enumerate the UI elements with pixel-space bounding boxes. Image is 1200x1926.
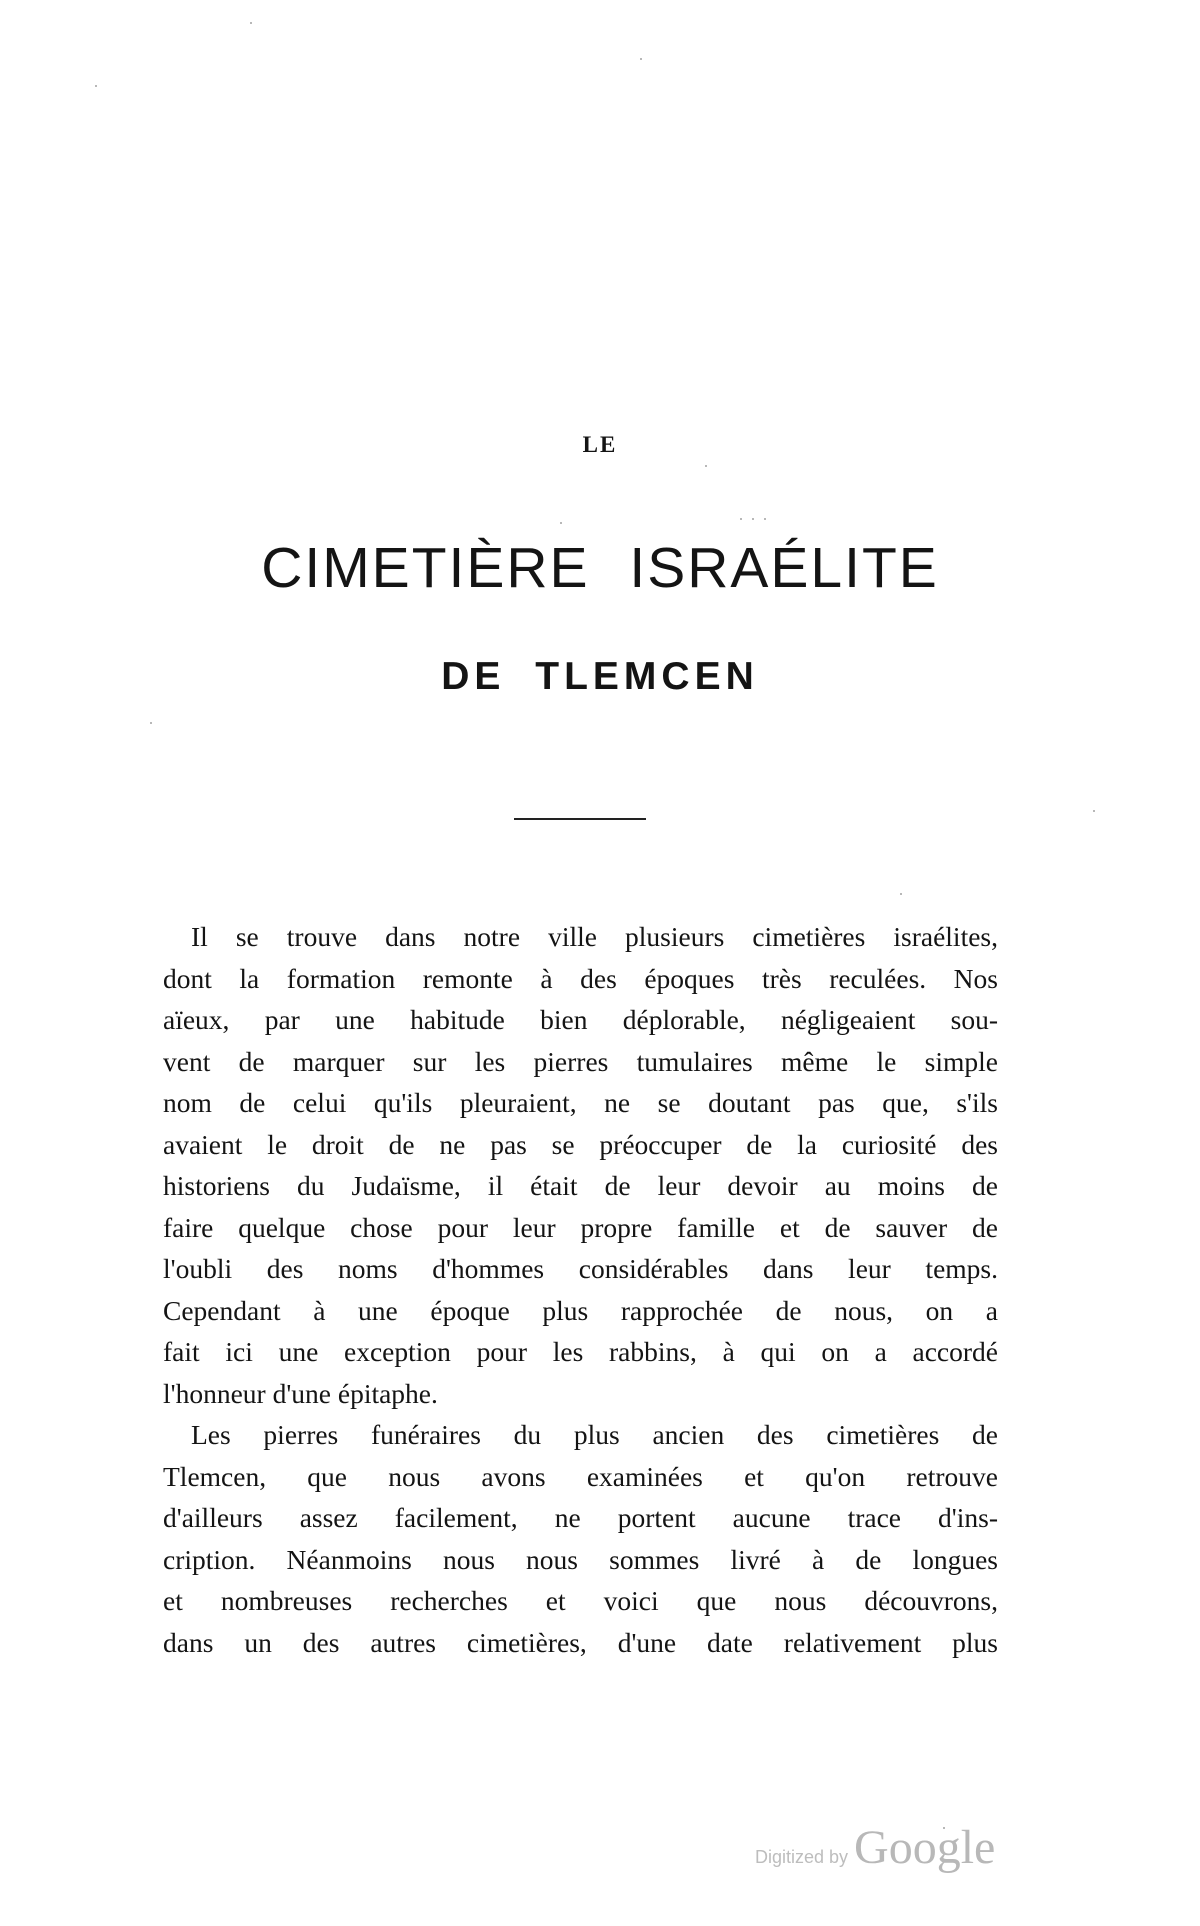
scan-speck [752,518,754,520]
text-line: dans un des autres cimetières, d'une date relativement plus [163,1626,998,1658]
text-line: et nombreuses recherches et voici que nous découvrons, [163,1585,998,1616]
section-divider [514,818,646,820]
text-line: fait ici une exception pour les rabbins, à qui on a accordé [163,1336,998,1367]
text-line: cription. Néanmoins nous nous sommes livré à de longues [163,1543,998,1575]
text-line: Cependant à une époque plus rapprochée de nous, on a [163,1294,998,1326]
text-line: avaient le droit de ne pas se préoccuper de la curiosité des [163,1128,998,1160]
scan-speck [250,22,252,24]
page-subtitle: DE TLEMCEN [441,655,759,698]
scan-speck [705,465,707,467]
text-line: vent de marquer sur les pierres tumulaires même le simple [163,1045,998,1077]
text-line: dont la formation remonte à des époques très reculées. Nos [163,962,998,994]
text-line: Les pierres funéraires du plus ancien des cimetières de [191,1419,998,1450]
text-line: historiens du Judaïsme, il était de leur devoir au moins de [163,1170,998,1201]
text-line: l'honneur d'une épitaphe. [163,1377,438,1409]
digitized-watermark [755,1820,1005,1880]
google-logo: Google [854,1821,996,1874]
scan-speck [900,893,902,895]
body-text [163,916,998,1663]
scan-speck [764,518,766,520]
text-line: d'ailleurs assez facilement, ne portent aucune trace d'ins- [163,1502,998,1533]
text-line: aïeux, par une habitude bien déplorable, négligeaient sou- [163,1004,998,1035]
text-line: Il se trouve dans notre ville plusieurs cimetières israélites, [191,921,998,952]
text-line: nom de celui qu'ils pleuraient, ne se doutant pas que, s'ils [163,1087,998,1118]
title-kicker: LE [582,432,618,457]
text-line: l'oubli des noms d'hommes considérables dans leur temps. [163,1253,998,1284]
text-line: Tlemcen, que nous avons examinées et qu'on retrouve [163,1460,998,1492]
scan-speck [150,722,152,724]
page-title: CIMETIÈRE ISRAÉLITE [261,536,939,600]
scan-speck [560,522,562,524]
scan-speck [95,85,97,87]
scan-speck [740,518,742,520]
scan-speck [640,58,642,60]
watermark-prefix: Digitized by [755,1847,849,1867]
scan-speck [1093,810,1095,812]
text-line: faire quelque chose pour leur propre famille et de sauver de [163,1211,998,1243]
